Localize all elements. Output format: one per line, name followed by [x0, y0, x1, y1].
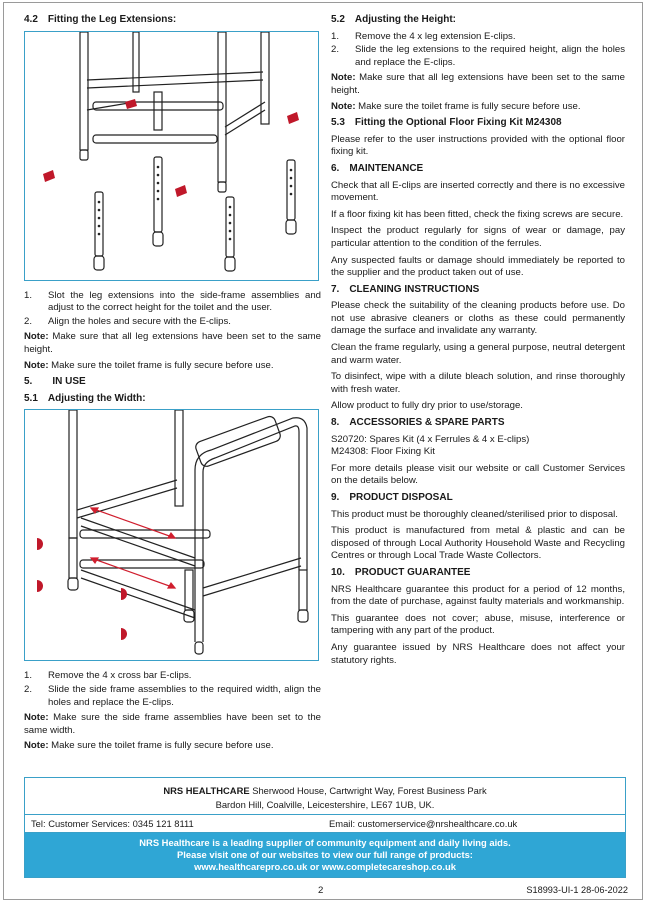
- note: Note: Make sure that all leg extensions have been set to the same height.: [24, 331, 321, 355]
- heading-guarantee: 10. PRODUCT GUARANTEE: [331, 566, 471, 578]
- leg-extension-illustration: [25, 32, 318, 280]
- heading-disposal: 9. PRODUCT DISPOSAL: [331, 492, 453, 503]
- paragraph: This product is manufactured from metal & plastic and can be disposed of through Local Authority Household Waste and Recycling Centres or through Local Trade Waste Collectors.: [331, 525, 625, 562]
- footer-box: [24, 777, 626, 878]
- heading-5-1: 5.1 Adjusting the Width:: [24, 392, 146, 404]
- contact-row: [25, 815, 625, 833]
- paragraph: Any guarantee issued by NRS Healthcare does not affect your statutory rights.: [331, 641, 625, 666]
- note: Note: Make sure the toilet frame is fully secure before use.: [331, 100, 581, 112]
- paragraph: Clean the frame regularly, using a general purpose, neutral detergent and warm water.: [331, 342, 625, 366]
- paragraph: Any suspected faults or damage should immediately be reported to the supplier and the product taken out of use.: [331, 254, 625, 279]
- heading-cleaning: 7. CLEANING INSTRUCTIONS: [331, 283, 480, 295]
- paragraph: To disinfect, wipe with a dilute bleach solution, and rinse thoroughly with fresh water.: [331, 371, 625, 395]
- paragraph: This product must be thoroughly cleaned/sterilised prior to disposal.: [331, 508, 618, 520]
- paragraph: Please check the suitability of the cleaning products before use. Do not use abrasive cleaners or cloths as these could permanently damage the surface and invalidate any warranty.: [331, 300, 625, 337]
- paragraph: If a floor fixing kit has been fitted, check the fixing screws are secure.: [331, 208, 624, 220]
- company-name: NRS HEALTHCARE: [163, 785, 250, 796]
- list-item: 2. Slide the leg extensions to the required height, align the holes and replace the E-clips.: [331, 44, 625, 68]
- paragraph: This guarantee does not cover; abuse, misuse, interference or tampering with any part of the product.: [331, 612, 625, 637]
- spare-part-line: M24308: Floor Fixing Kit: [331, 446, 435, 458]
- note: Note: Make sure that all leg extensions have been set to the same height.: [331, 72, 625, 96]
- heading-maintenance: 6. MAINTENANCE: [331, 162, 424, 174]
- heading-5-2: 5.2 Adjusting the Height:: [331, 14, 456, 25]
- paragraph: Allow product to fully dry prior to use/storage.: [331, 400, 523, 412]
- company-address: NRS HEALTHCARE Sherwood House, Cartwright Way, Forest Business Park Bardon Hill, Coalville, Leicestershire, LE67 1UB, UK.: [25, 778, 625, 815]
- width-adjust-illustration: [25, 410, 318, 660]
- figure-adjusting-width: [24, 409, 319, 661]
- heading-accessories: 8. ACCESSORIES & SPARE PARTS: [331, 417, 505, 429]
- spare-part-line: S20720: Spares Kit (4 x Ferrules & 4 x E-clips): [331, 433, 530, 445]
- list-item: 1. Remove the 4 x leg extension E-clips.: [331, 30, 516, 42]
- figure-leg-extensions: [24, 31, 319, 281]
- list-item: 1. Slot the leg extensions into the side-frame assemblies and adjust to the correct height for the toilet and the user.: [24, 289, 321, 314]
- left-column: [24, 14, 321, 756]
- paragraph: Check that all E-clips are inserted correctly and there is no excessive movement.: [331, 179, 625, 204]
- website-links[interactable]: www.healthcarepro.co.uk or www.completecareshop.co.uk: [194, 861, 456, 872]
- paragraph: NRS Healthcare guarantee this product for a period of 12 months, from the date of purchase, against faulty materials and workmanship.: [331, 583, 625, 608]
- phone-number: Tel: Customer Services: 0345 121 8111: [31, 818, 194, 829]
- heading-4-2: 4.2 Fitting the Leg Extensions:: [24, 14, 177, 25]
- list-item: 2. Align the holes and secure with the E-clips.: [24, 315, 231, 327]
- note: Note: Make sure the side frame assemblies have been set to the same width.: [24, 712, 321, 736]
- heading-5-3: 5.3 Fitting the Optional Floor Fixing Kit M24308: [331, 117, 562, 129]
- paragraph: Inspect the product regularly for signs of wear or damage, pay particular attention to the condition of the ferrules.: [331, 225, 625, 249]
- note: Note: Make sure the toilet frame is fully secure before use.: [24, 740, 274, 752]
- document-reference: S18993-UI-1 28-06-2022: [526, 885, 628, 895]
- promo-banner: NRS Healthcare is a leading supplier of community equipment and daily living aids. Please visit one of our websites to view our full range of products: www.healthcarepro.co.uk or www.completecareshop.co.uk: [25, 833, 625, 877]
- paragraph: Please refer to the user instructions provided with the optional floor fixing kit.: [331, 133, 625, 158]
- paragraph: For more details please visit our website or call Customer Services on the details below.: [331, 462, 625, 487]
- right-column: [331, 14, 625, 671]
- list-item: 2. Slide the side frame assemblies to the required width, align the holes and replace the E-clips.: [24, 683, 321, 708]
- list-item: 1. Remove the 4 x cross bar E-clips.: [24, 670, 192, 682]
- heading-5: 5. IN USE: [24, 376, 86, 388]
- page-number: 2: [318, 885, 324, 896]
- note: Note: Make sure the toilet frame is fully secure before use.: [24, 359, 274, 371]
- email-address[interactable]: Email: customerservice@nrshealthcare.co.uk: [329, 818, 518, 829]
